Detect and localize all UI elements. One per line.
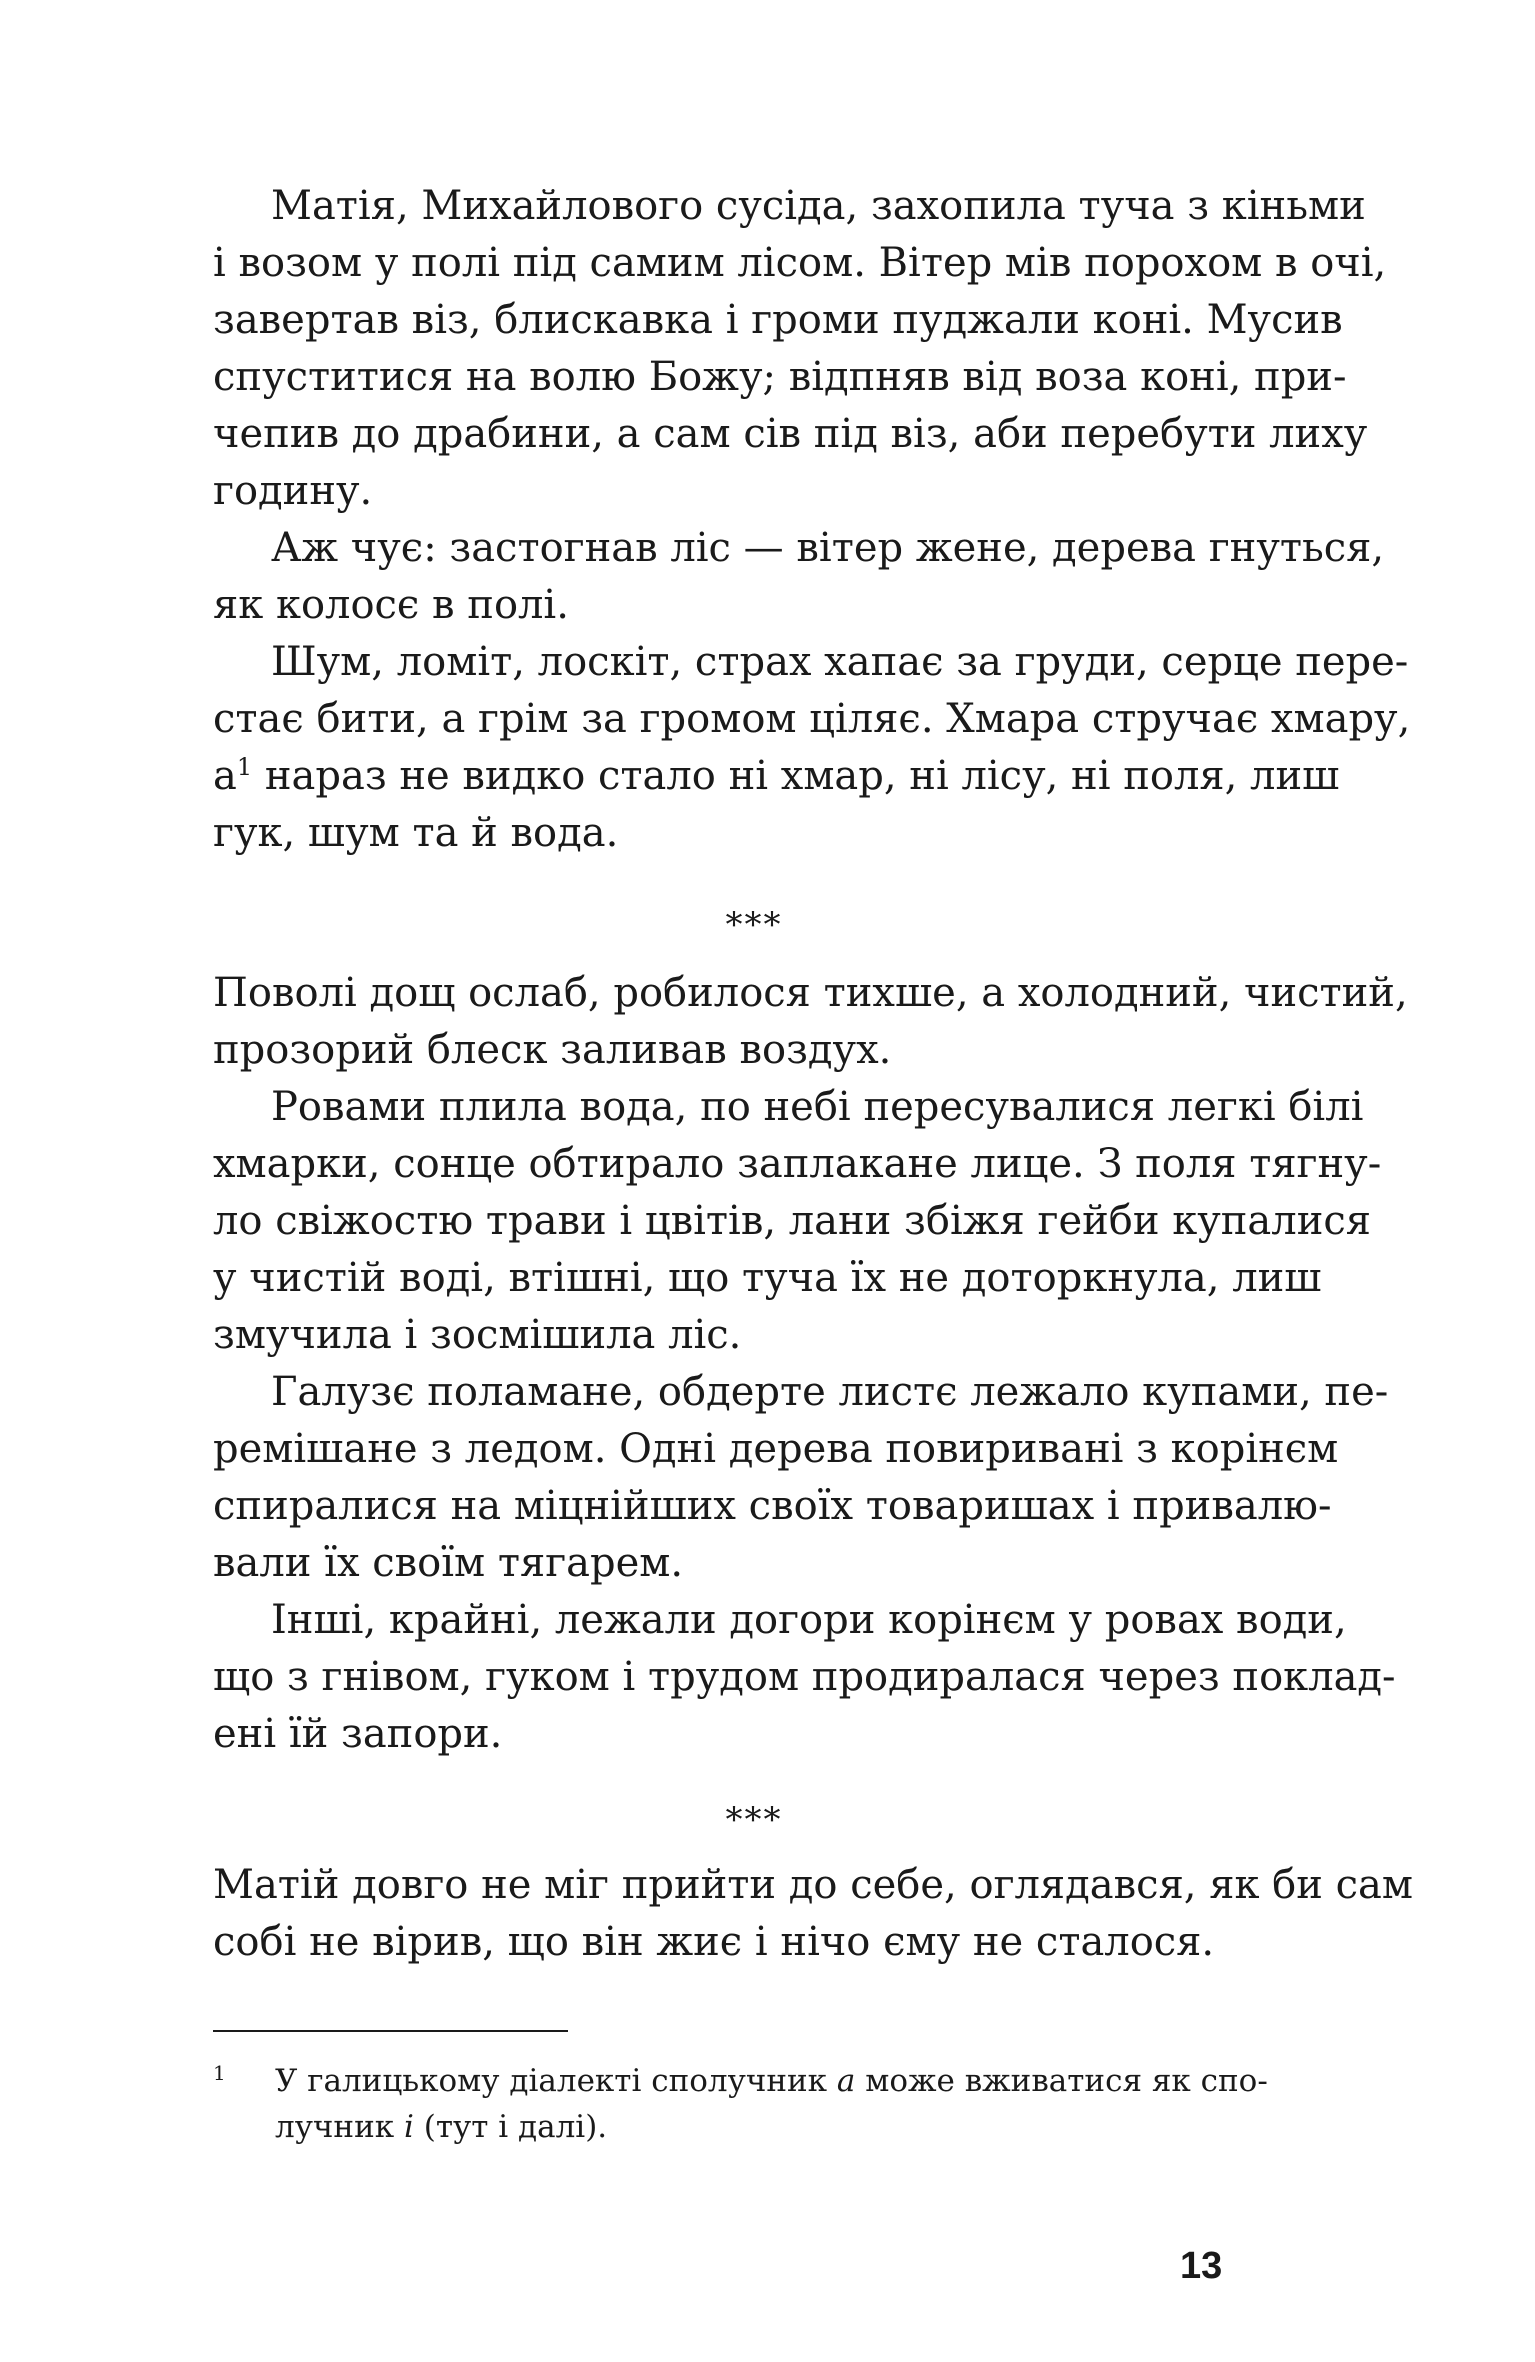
text-line: Шум, ломіт, лоскіт, страх хапає за груди, серце пере-: [271, 639, 1409, 685]
text-line: спиралися на міцнійших своїх товаришах і привалю-: [213, 1483, 1332, 1529]
text-section-bottom: [213, 1857, 1413, 1971]
text-line: що з гнівом, гуком і трудом продиралася через поклад-: [213, 1654, 1396, 1700]
italic-term: а: [836, 2063, 856, 2099]
text-line: ені їй запори.: [213, 1711, 503, 1757]
paragraph: [213, 965, 1408, 1079]
paragraph: [213, 1592, 1396, 1763]
text-line: Ровами плила вода, по небі пересувалися легкі білі: [271, 1084, 1364, 1130]
text-line: собі не вірив, що він жиє і нічо єму не сталося.: [213, 1919, 1215, 1965]
text-line-with-footnote-ref: [213, 748, 1340, 805]
text-line: Поволі дощ ослаб, робилося тихше, а холодний, чистий,: [213, 970, 1408, 1016]
footnote: [213, 2058, 1268, 2150]
paragraph: [213, 520, 1385, 634]
footnote-line: [275, 2058, 1268, 2104]
paragraph: [213, 178, 1387, 520]
text-line: ло свіжостю трави і цвітів, лани збіжя гейби купалися: [213, 1198, 1371, 1244]
text-fragment: нараз не видко стало ні хмар, ні лісу, ні поля, лиш: [252, 753, 1340, 799]
text-line: ремішане з ледом. Одні дерева повиривані з корінєм: [213, 1426, 1339, 1472]
footnote-text: [213, 2058, 1268, 2150]
text-line: спуститися на волю Божу; відпняв від воза коні, при-: [213, 354, 1347, 400]
italic-term: і: [403, 2109, 414, 2145]
paragraph: [213, 1079, 1382, 1364]
paragraph: [213, 1857, 1413, 1971]
paragraph: [213, 634, 1411, 862]
text-section-middle: [213, 965, 1408, 1763]
text-fragment: а: [213, 753, 237, 799]
text-fragment: У галицькому діалекті сполучник: [275, 2063, 837, 2099]
text-line: у чистій воді, втішні, що туча їх не доторкнула, лиш: [213, 1255, 1322, 1301]
footnote-divider: [213, 2030, 568, 2032]
section-separator: ***: [725, 1800, 783, 1840]
text-line: і возом у полі під самим лісом. Вітер мів порохом в очі,: [213, 240, 1387, 286]
text-line: вали їх своїм тягарем.: [213, 1540, 684, 1586]
text-line: Матій довго не міг прийти до себе, оглядався, як би сам: [213, 1862, 1413, 1908]
text-line: гук, шум та й вода.: [213, 810, 619, 856]
text-line: змучила і зосмішила ліс.: [213, 1312, 742, 1358]
text-line: Аж чує: застогнав ліс — вітер жене, дерева гнуться,: [271, 525, 1385, 571]
text-line: завертав віз, блискавка і громи пуджали коні. Мусив: [213, 297, 1343, 343]
text-fragment: (тут і далі).: [413, 2109, 608, 2145]
text-fragment: може вживатися як спо-: [855, 2063, 1268, 2099]
section-separator: ***: [725, 905, 783, 945]
text-line: чепив до драбини, а сам сів під віз, аби перебути лиху: [213, 411, 1368, 457]
text-line: хмарки, сонце обтирало заплакане лице. З поля тягну-: [213, 1141, 1382, 1187]
text-line: Матія, Михайлового сусіда, захопила туча з кіньми: [271, 183, 1366, 229]
text-line: прозорий блеск заливав воздух.: [213, 1027, 892, 1073]
text-line: стає бити, а грім за громом ціляє. Хмара стручає хмару,: [213, 696, 1411, 742]
text-section-top: [213, 178, 1411, 862]
text-fragment: лучник: [275, 2109, 404, 2145]
page-number: 13: [1180, 2245, 1223, 2287]
text-line: годину.: [213, 468, 373, 514]
footnote-line: [275, 2104, 1233, 2150]
footnote-mark: 1: [213, 2061, 226, 2085]
paragraph: [213, 1364, 1389, 1592]
text-line: Галузє поламане, обдерте листє лежало купами, пе-: [271, 1369, 1389, 1415]
footnote-reference[interactable]: 1: [236, 753, 253, 781]
text-line: як колосє в полі.: [213, 582, 569, 628]
text-line: Інші, крайні, лежали догори корінєм у ровах води,: [271, 1597, 1347, 1643]
